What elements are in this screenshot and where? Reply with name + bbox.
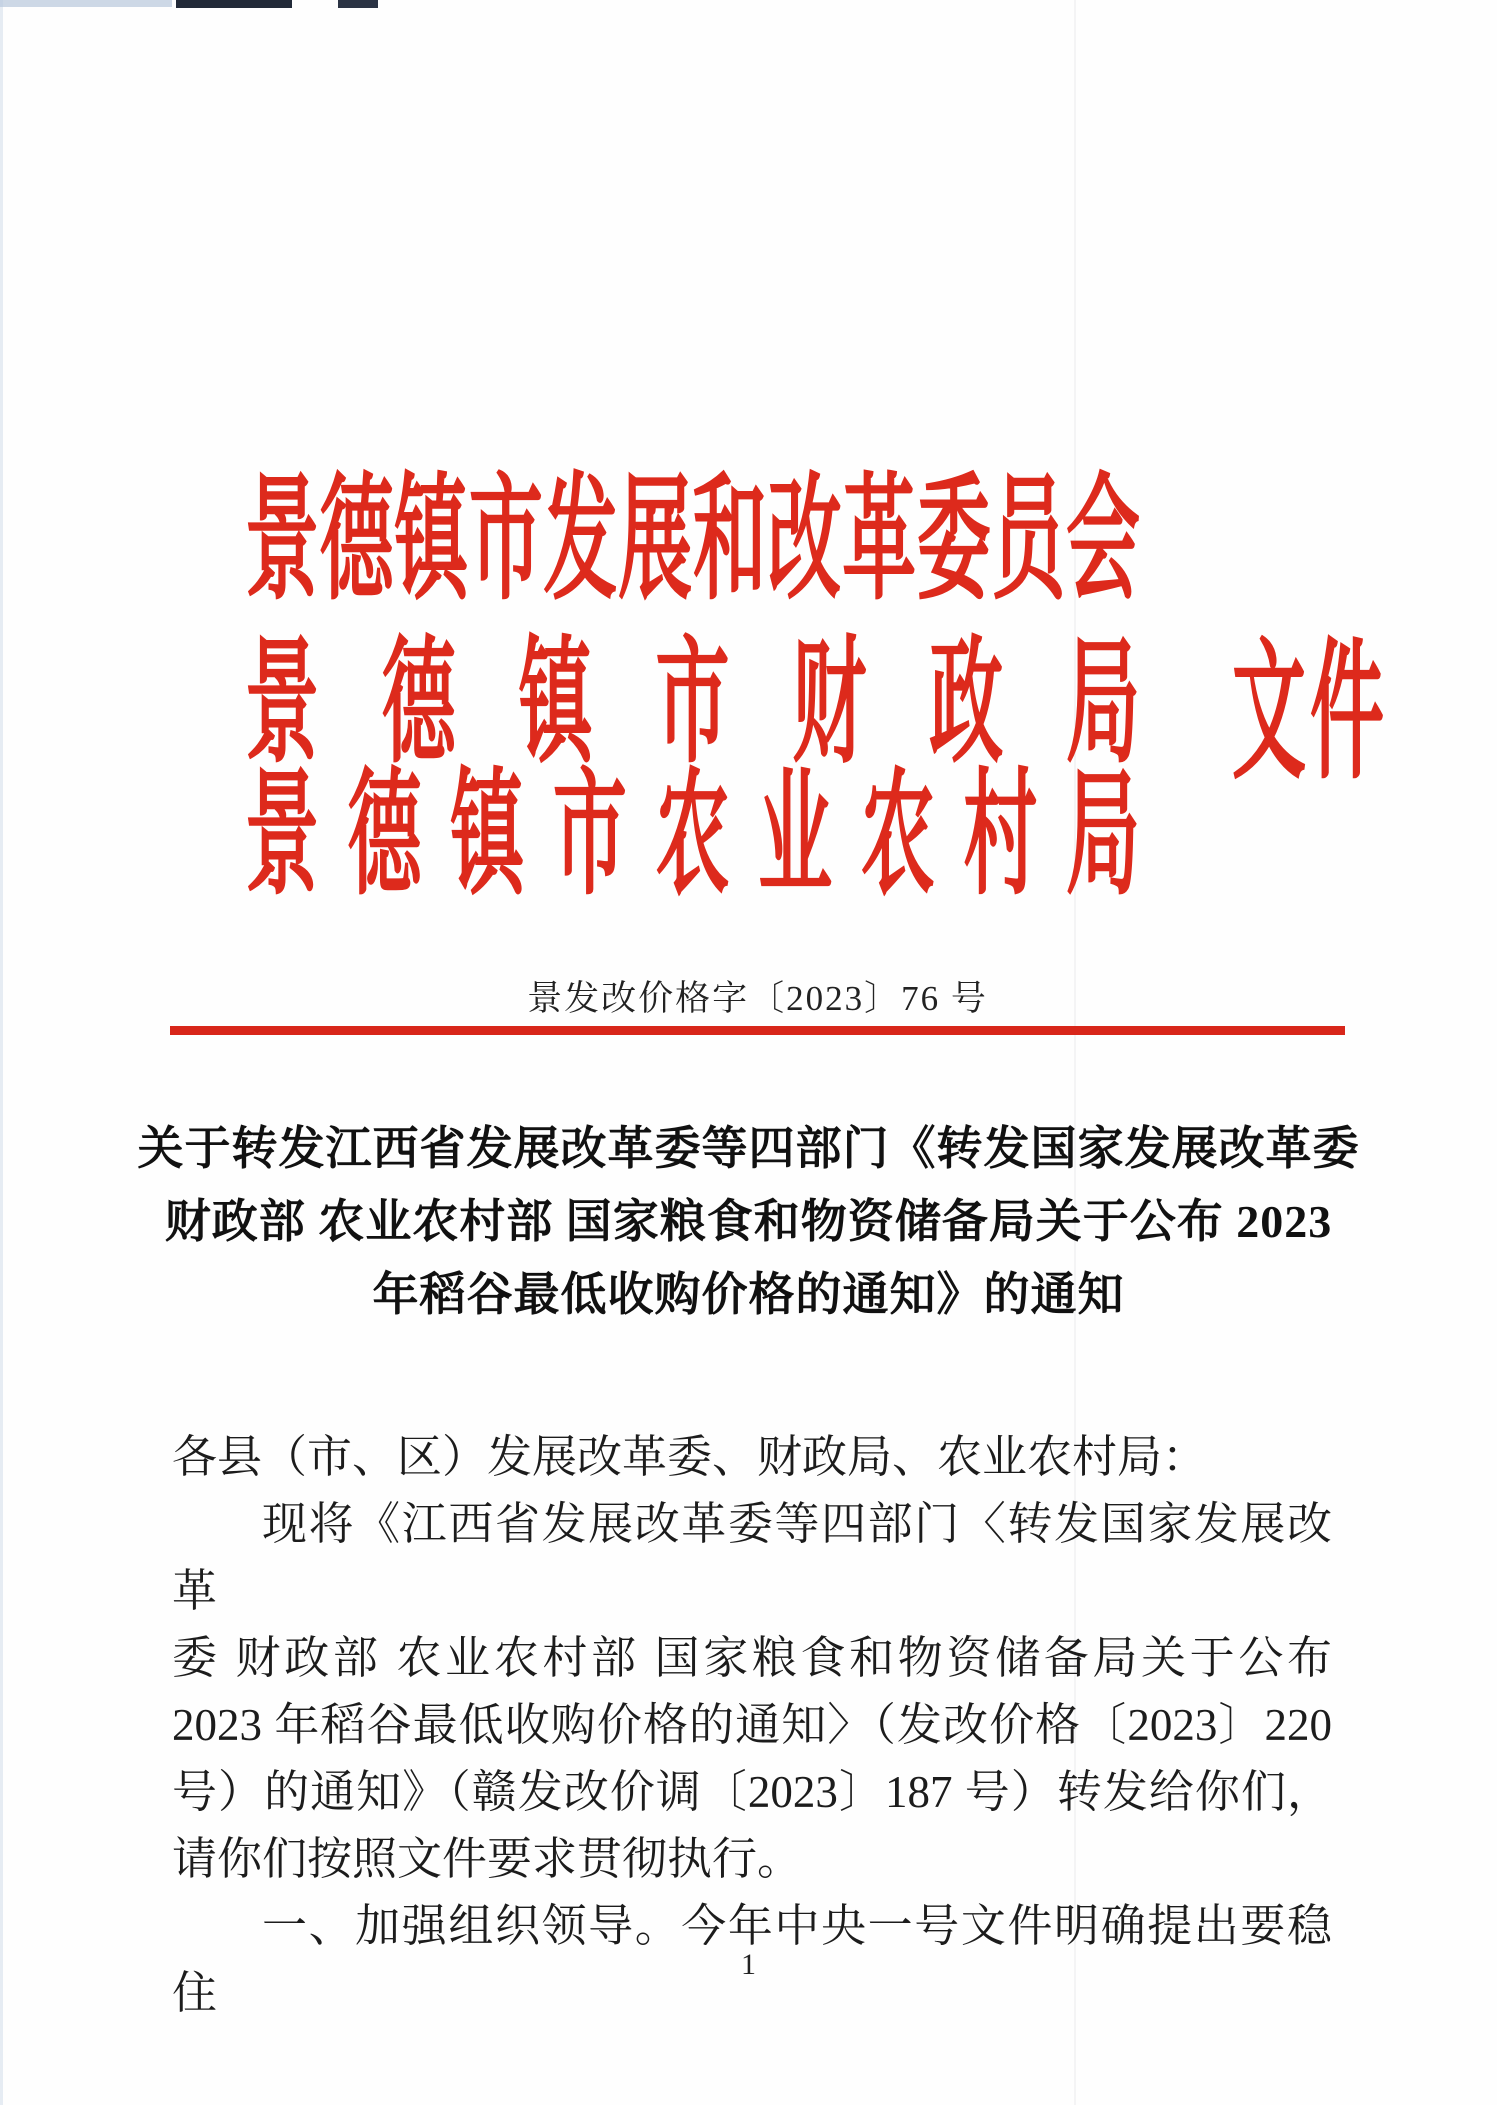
page-number: 1: [741, 1948, 756, 1981]
title-line-3: 年稻谷最低收购价格的通知》的通知: [372, 1269, 1125, 1320]
body-line-3: 2023 年稻谷最低收购价格的通知〉（发改价格〔2023〕220: [172, 1700, 1332, 1750]
salutation: 各县（市、区）发展改革委、财政局、农业农村局：: [172, 1432, 1208, 1482]
scan-artifact-top: [176, 0, 292, 8]
body-line-2: 委 财政部 农业农村部 国家粮食和物资储备局关于公布: [172, 1633, 1332, 1683]
document-body: [172, 1424, 1332, 2027]
scan-artifact-top: [0, 0, 172, 7]
agency-name: 景德镇市农业农村局: [245, 761, 1140, 913]
red-separator-rule: [170, 1026, 1345, 1035]
title-line-2: 财政部 农业农村部 国家粮食和物资储备局关于公布 2023: [164, 1196, 1333, 1247]
agency-name: 景德镇市发展和改革委员会: [245, 466, 1140, 618]
document-title: [80, 1112, 1417, 1331]
body-line-5: 请你们按照文件要求贯彻执行。: [172, 1834, 803, 1884]
body-line-4: 号）的通知》（赣发改价调〔2023〕187 号）转发给你们，: [172, 1767, 1332, 1817]
doc-number: 景发改价格字〔2023〕76 号: [527, 979, 988, 1018]
agency-line-2: [245, 629, 1140, 781]
title-line-1: 关于转发江西省发展改革委等四部门《转发国家发展改革委: [137, 1123, 1360, 1174]
body-line-1: 现将《江西省发展改革委等四部门〈转发国家发展改革: [172, 1499, 1332, 1616]
agency-name: 景德镇市财政局: [245, 629, 1140, 781]
doc-type-label: 文件: [1232, 630, 1388, 800]
agency-line-3: [245, 761, 1140, 913]
scan-artifact-left-edge: [0, 0, 3, 2105]
agency-line-1: [245, 466, 1140, 618]
body-line-6: 一、加强组织领导。今年中央一号文件明确提出要稳住: [172, 1901, 1332, 2018]
scan-artifact-top: [338, 0, 378, 8]
